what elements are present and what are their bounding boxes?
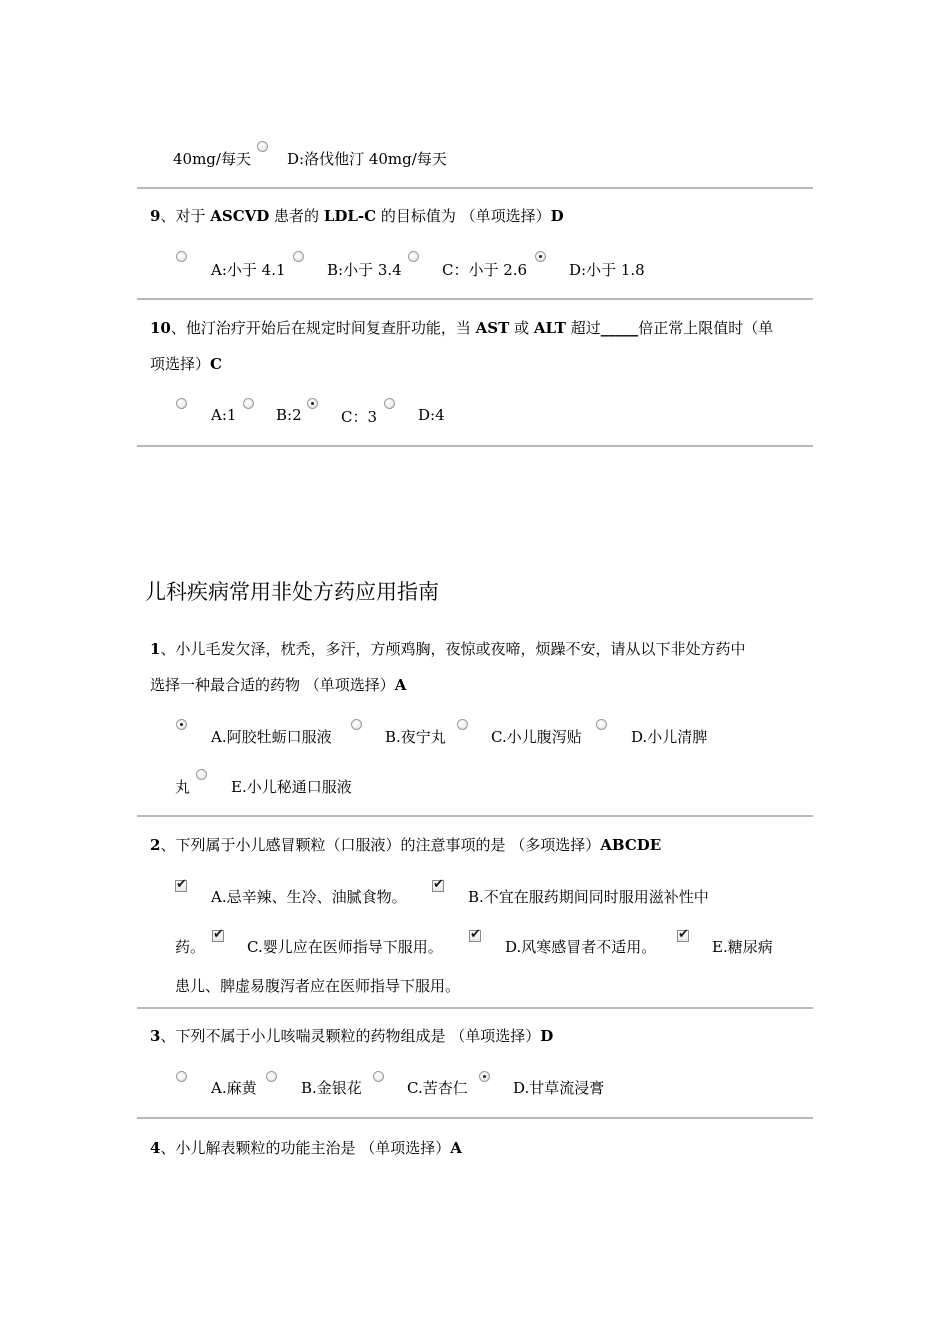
question-term: ALT <box>533 319 566 337</box>
question-term: ASCVD <box>210 207 270 225</box>
radio-button[interactable] <box>457 719 468 730</box>
divider <box>137 187 813 189</box>
radio-button[interactable] <box>596 719 607 730</box>
radio-button[interactable] <box>257 141 268 152</box>
radio-button[interactable] <box>293 251 304 262</box>
answer-key: ABCDE <box>600 836 662 854</box>
question-10 <box>150 317 773 338</box>
question-text: 、下列不属于小儿咳喘灵颗粒的药物组成是 （单项选择） <box>160 1027 541 1045</box>
option-c: C.婴儿应在医师指导下服用。 <box>247 938 443 956</box>
radio-button[interactable] <box>351 719 362 730</box>
option-text: D:洛伐他汀 40mg/每天 <box>287 150 447 168</box>
radio-button-selected[interactable] <box>535 251 546 262</box>
checkbox-checked[interactable] <box>175 880 187 892</box>
question-9 <box>150 205 564 226</box>
answer-key: D <box>540 1027 554 1045</box>
question-text: 项选择） <box>150 355 211 373</box>
radio-button[interactable] <box>176 1071 187 1082</box>
radio-button[interactable] <box>373 1071 384 1082</box>
option-a: A.阿胶牡蛎口服液 <box>211 728 332 746</box>
question-number: 2 <box>150 836 161 854</box>
option-a: A.麻黄 <box>211 1079 257 1097</box>
option-a: A.忌辛辣、生冷、油腻食物。 <box>211 888 407 906</box>
checkbox-checked[interactable] <box>432 880 444 892</box>
radio-button-selected[interactable] <box>479 1071 490 1082</box>
question-number: 1 <box>150 640 161 658</box>
question-3 <box>150 1025 553 1046</box>
option-e: E.糖尿病 <box>712 938 773 956</box>
divider <box>137 1007 813 1009</box>
question-number: 9 <box>150 207 161 225</box>
divider <box>137 1117 813 1119</box>
option-b: B.夜宁丸 <box>385 728 446 746</box>
option-b: B.金银花 <box>301 1079 362 1097</box>
question-term: AST <box>475 319 510 337</box>
question-text: 或 <box>509 319 534 337</box>
option-d: D.风寒感冒者不适用。 <box>505 938 657 956</box>
option-text: 40mg/每天 <box>173 150 251 168</box>
option-c: C.小儿腹泻贴 <box>491 728 582 746</box>
question-text: 、对于 <box>160 207 211 225</box>
option-b: B:小于 3.4 <box>327 261 402 279</box>
question-text: 超过 <box>565 319 601 337</box>
option-a: A:1 <box>211 406 237 424</box>
checkbox-checked[interactable] <box>677 930 689 942</box>
radio-button[interactable] <box>176 251 187 262</box>
option-e: E.小儿秘通口服液 <box>231 778 352 796</box>
option-d: D:4 <box>418 406 445 424</box>
option-b: B.不宜在服药期间同时服用滋补性中 <box>468 888 709 906</box>
question-4 <box>150 1137 462 1158</box>
option-c: C：小于 2.6 <box>442 261 528 279</box>
option-d-continued: 丸 <box>175 778 191 796</box>
question-number: 4 <box>150 1139 161 1157</box>
checkbox-checked[interactable] <box>469 930 481 942</box>
option-d: D:小于 1.8 <box>569 261 645 279</box>
option-a: A:小于 4.1 <box>211 261 286 279</box>
option-b: B:2 <box>276 406 302 424</box>
radio-button[interactable] <box>243 398 254 409</box>
radio-button[interactable] <box>176 398 187 409</box>
radio-button[interactable] <box>266 1071 277 1082</box>
question-text: 患者的 <box>269 207 324 225</box>
question-1-line2 <box>150 674 406 695</box>
blank: _____ <box>600 319 639 337</box>
option-b-continued: 药。 <box>175 938 206 956</box>
question-text: 的目标值为 （单项选择） <box>376 207 551 225</box>
divider <box>137 445 813 447</box>
question-1 <box>150 638 745 659</box>
question-text: 、小儿毛发欠泽，枕秃，多汗，方颅鸡胸，夜惊或夜啼，烦躁不安，请从以下非处方药中 <box>160 640 746 658</box>
divider <box>137 298 813 300</box>
section-title: 儿科疾病常用非处方药应用指南 <box>145 580 439 604</box>
question-text: 、下列属于小儿感冒颗粒（口服液）的注意事项的是 （多项选择） <box>160 836 601 854</box>
question-number: 10 <box>150 319 171 337</box>
question-text: 倍正常上限值时（单 <box>638 319 774 337</box>
answer-key: A <box>450 1139 462 1157</box>
question-number: 3 <box>150 1027 161 1045</box>
question-term: LDL-C <box>323 207 377 225</box>
option-d: D.小儿清脾 <box>631 728 708 746</box>
option-c: C.苦杏仁 <box>407 1079 468 1097</box>
question-text: 、小儿解表颗粒的功能主治是 （单项选择） <box>160 1139 451 1157</box>
radio-button[interactable] <box>384 398 395 409</box>
answer-key: D <box>550 207 564 225</box>
question-text: 、他汀治疗开始后在规定时间复查肝功能，当 <box>170 319 476 337</box>
radio-button-selected[interactable] <box>176 719 187 730</box>
question-text: 选择一种最合适的药物 （单项选择） <box>150 676 395 694</box>
answer-key: C <box>210 355 222 373</box>
radio-button-selected[interactable] <box>307 398 318 409</box>
radio-button[interactable] <box>408 251 419 262</box>
answer-key: A <box>394 676 407 694</box>
divider <box>137 815 813 817</box>
option-e-continued: 患儿、脾虚易腹泻者应在医师指导下服用。 <box>175 977 461 995</box>
radio-button[interactable] <box>196 769 207 780</box>
question-10-line2 <box>150 353 222 374</box>
question-2 <box>150 834 661 855</box>
option-c: C：3 <box>341 408 378 426</box>
checkbox-checked[interactable] <box>212 930 224 942</box>
option-d: D.甘草流浸膏 <box>513 1079 605 1097</box>
